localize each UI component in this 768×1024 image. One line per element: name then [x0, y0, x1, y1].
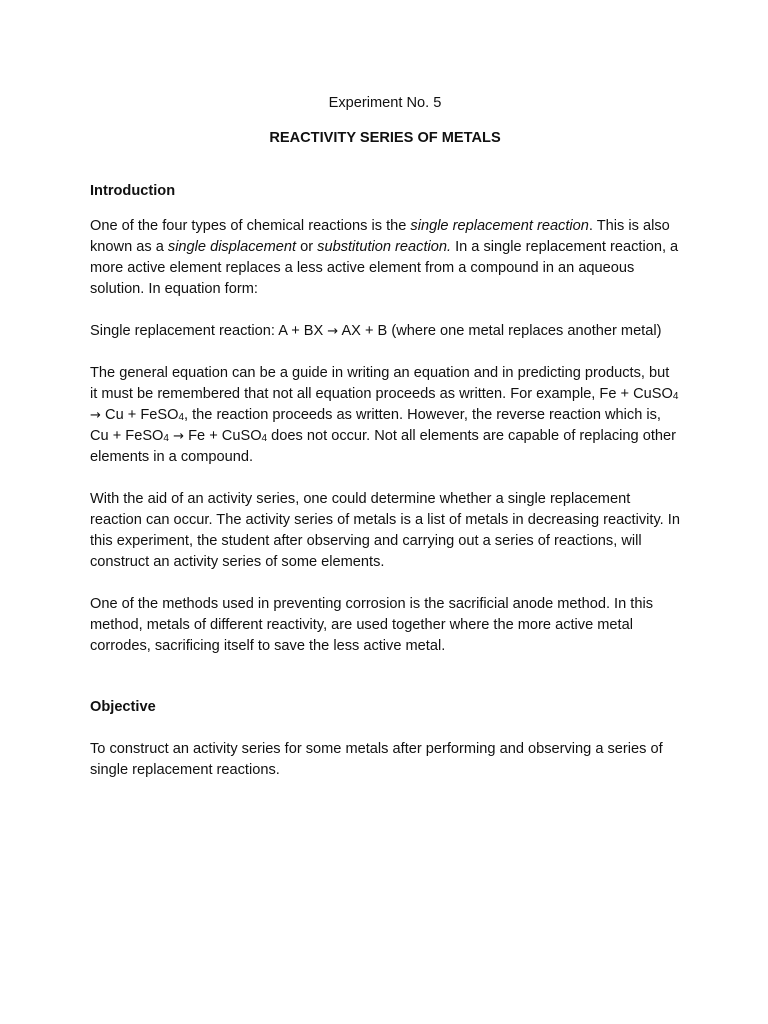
text-run: Single replacement reaction: A + BX [90, 323, 328, 339]
introduction-paragraph-2 [90, 321, 680, 342]
objective-text: To construct an activity series for some metals after performing and observing a series of single replacement reactions. [90, 741, 663, 778]
text-run: Fe + CuSO [188, 428, 262, 444]
reaction-arrow: → [168, 429, 189, 444]
text-run: In a single replacement reaction, a more active element replaces a less active element from a compound in an aqueous solution. In equation form: [90, 239, 679, 297]
introduction-heading: Introduction [90, 183, 176, 199]
text-run: . This is also known as a [90, 218, 670, 255]
text-run: , the reaction proceeds as written. However, the reverse reaction which is, Cu + FeSO [90, 407, 661, 444]
text-run: does not occur. Not all elements are capable of replacing other elements in a compound. [90, 428, 676, 465]
text-run: One of the four types of chemical reactions is the [90, 218, 411, 234]
document-title: REACTIVITY SERIES OF METALS [269, 130, 501, 146]
subscript: 4 [261, 433, 268, 444]
objective-heading: Objective [90, 699, 156, 715]
text-run: Cu + FeSO [105, 407, 179, 423]
reaction-arrow: → [327, 324, 339, 339]
experiment-label: Experiment No. 5 [328, 95, 442, 111]
text-run: or [296, 239, 318, 255]
introduction-paragraph-3 [90, 363, 680, 468]
italic-term: single displacement [167, 239, 297, 255]
reaction-arrow: → [90, 408, 106, 423]
subscript: 4 [672, 391, 679, 402]
document-body [90, 93, 680, 781]
introduction-paragraph-1 [90, 216, 680, 300]
subscript: 4 [178, 412, 184, 423]
text-run: The general equation can be a guide in writing an equation and in predicting products, but it must be remembered that not all equation proceeds as written. For example, Fe + CuSO [90, 365, 673, 402]
subscript: 4 [163, 433, 169, 444]
introduction-paragraph-5: One of the methods used in preventing corrosion is the sacrificial anode method. In this method, metals of different reactivity, are used together where the more active metal corrodes, sacrificing itself to save the less active metal. [90, 596, 653, 654]
italic-term: substitution reaction. [317, 239, 452, 255]
text-run: AX + B (where one metal replaces another metal) [338, 323, 662, 339]
introduction-paragraph-4: With the aid of an activity series, one could determine whether a single replacement reaction can occur. The activity series of metals is a list of metals in decreasing reactivity. In this experiment, the student after observing and carrying out a series of reactions, will construct an activity series of some elements. [90, 491, 680, 570]
italic-term: single replacement reaction [410, 218, 589, 234]
